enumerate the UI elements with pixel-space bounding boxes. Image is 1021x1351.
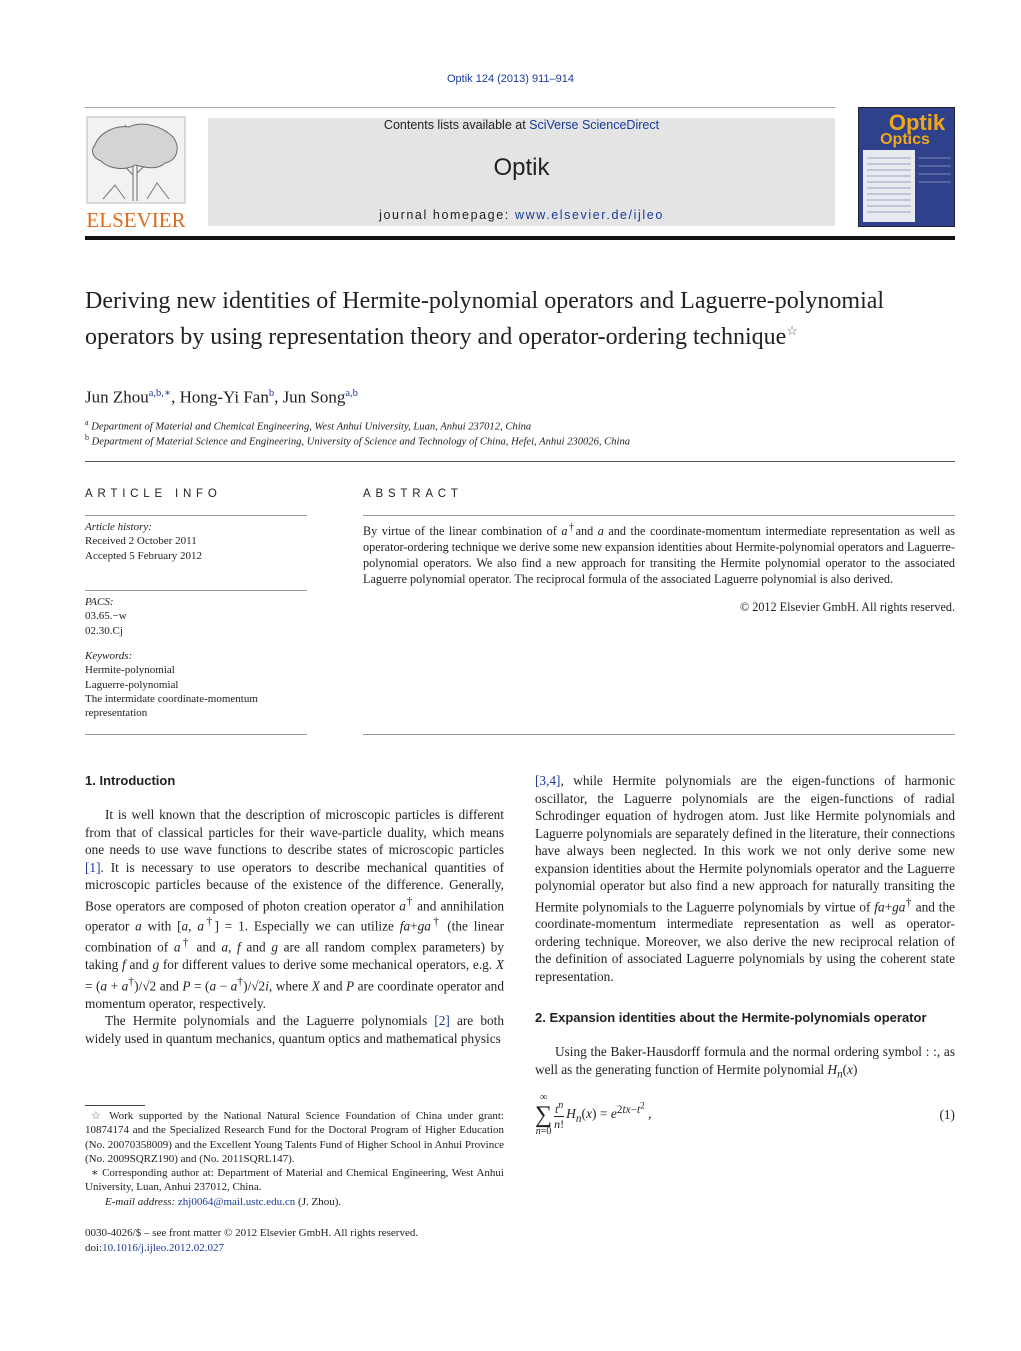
equation-1-number: (1) [939, 1107, 955, 1123]
journal-name: Optik [493, 154, 550, 181]
funding-text: Work supported by the National Natural Science Foundation of China under grant: 10874174 and the Specialized Research Fund for the Doctoral Program of Higher Education (No. 20070358009) and the Excellent Young Talents Fund of Higher School in Anhui Province (No. 2009SQRZ190) and (No. 2011SQRL147). [85, 1110, 504, 1165]
funding-footnote [85, 1109, 504, 1166]
author-separator: , [171, 387, 180, 407]
affiliation-a [85, 418, 531, 433]
cover-image-icon [859, 108, 955, 227]
article-title [85, 287, 955, 352]
intro-text: It is well known that the description of microscopic particles is different from that of classical particles for their wave-particle duality, which means one needs to use wave functions to describe states of microscopic particles [85, 807, 504, 857]
article-info-heading: ARTICLE INFO [85, 488, 222, 500]
cover-title: Optik [888, 110, 946, 135]
contents-line [208, 118, 835, 132]
received-date: Received 2 October 2011 [85, 535, 197, 548]
equation-1-body: ∞ ∑ n=0 $\frac{t^n}{n!}$ $H_n(x) = e^{2tx-t^2}$ , [535, 1092, 652, 1138]
doi-prefix: doi: [85, 1241, 103, 1254]
intro-text: . It is necessary to use operators to describe mechanical quantities of microscopic particles because of the existence of the difference. Generally, Bose operators are composed of photon creation operator [85, 859, 504, 913]
homepage-prefix: journal homepage: [379, 208, 515, 222]
article-title-text: Deriving new identities of Hermite-polynomial operators and Laguerre-polynomial operators by using representation theory and operator-ordering technique [85, 288, 885, 350]
sciencedirect-link[interactable]: SciVerse ScienceDirect [529, 118, 660, 132]
affiliation-text: Department of Material Science and Engineering, University of Science and Technology of China, Hefei, Anhui 230026, China [91, 436, 631, 448]
journal-citation[interactable]: Optik 124 (2013) 911–914 [447, 73, 574, 85]
keywords [85, 649, 307, 720]
affiliation-b [85, 433, 630, 448]
section-2-heading: 2. Expansion identities about the Hermite-polynomials operator [535, 1010, 927, 1026]
homepage-link[interactable]: www.elsevier.de/ijleo [514, 208, 664, 222]
affiliation-mark: a [85, 418, 89, 427]
intro-text: The Hermite polynomials and the Laguerre polynomials [105, 1013, 435, 1029]
article-history [85, 520, 202, 563]
keyword: Hermite-polynomial [85, 664, 175, 677]
intro-text: are both widely used in quantum mechanics, quantum optics and mathematical physics [85, 1013, 504, 1046]
pacs-code: 02.30.Cj [85, 624, 123, 637]
section-2-text: Using the Baker-Hausdorff formula and the normal ordering symbol : :, as well as the generating function of Hermite polynomial [535, 1044, 955, 1077]
abstract-text: By virtue of the linear combination of a†and a and the coordinate-momentum intermediate representation as well as operator-ordering technique we derive some new expansion identities about Hermite-polynomial operators and Laguerre-polynomial operators. We also find a new approach for transiting the Hermite polynomial operator to the associated Laguerre polynomial operator. The reciprocal formula of the associated Laguerre polynomial is also derived. [363, 522, 955, 587]
pacs-label: PACS: [85, 596, 114, 608]
author-list [85, 387, 358, 408]
doi-line [85, 1241, 504, 1256]
pacs-code: 03.65.−w [85, 610, 127, 623]
email-label: E-mail address: [105, 1195, 176, 1208]
intro-text: with [141, 918, 178, 934]
intro-text: are all random complex parameters) by taking [85, 939, 505, 973]
intro-text: and [156, 978, 183, 994]
intro-text: are coordinate operator and momentum operator, respectively. [85, 978, 504, 1011]
intro-text: and the coordinate-momentum intermediate representation as well as operator-ordering technique. Moreover, we also derive the new reciprocal relation of the definition of associated Laguerre polynomials by using the coherent state representation. [535, 898, 955, 984]
ref-link[interactable]: [3,4] [535, 773, 561, 788]
elsevier-logo [85, 115, 187, 233]
masthead-top-rule [85, 107, 835, 108]
author-affiliation-mark[interactable]: b [268, 388, 275, 399]
abstract-part: By virtue of the linear combination of [363, 524, 562, 539]
email-suffix: (J. Zhou). [295, 1195, 342, 1208]
author-affiliation-mark[interactable]: a,b [345, 388, 358, 399]
journal-cover[interactable] [858, 107, 955, 227]
footnotes [85, 1109, 504, 1209]
intro-text: , while Hermite polynomials are the eigen-functions of harmonic oscillator, the Laguerre polynomials are the eigen-functions of radial Schrodinger equation of hydrogen atom. Just like Hermite polynomials and Laguerre polynomials are separately defined in the literature, their connections have always been neglected. In this work we not only derive some new expansion identities about the Hermite polynomials operator and the Laguerre polynomial operator but also find a new approach for naturally transiting the Hermite polynomials to the Laguerre polynomials by virtue of [535, 773, 955, 914]
email-link[interactable]: zhj0064@mail.ustc.edu.cn [177, 1195, 296, 1208]
masthead-bottom-bar [85, 236, 955, 240]
equation-1 [535, 1092, 955, 1138]
issn-line: 0030-4026/$ – see front matter © 2012 Elsevier GmbH. All rights reserved. [85, 1227, 419, 1239]
body-column-left [85, 772, 504, 1047]
section-2-paragraph-1: Using the Baker-Hausdorff formula and the normal ordering symbol : :, as well as the generating function of Hermite polynomial $H_n(x)$ [535, 1044, 955, 1081]
affiliation-text: Department of Material and Chemical Engineering, West Anhui University, Luan, Anhui 237012, China [91, 421, 532, 433]
abstract-copyright: © 2012 Elsevier GmbH. All rights reserved. [739, 600, 955, 614]
abstract-rule [363, 734, 955, 735]
email-footnote [85, 1195, 504, 1209]
title-footnote-mark[interactable]: ☆ [786, 323, 798, 338]
affiliation-mark: b [85, 433, 89, 442]
intro-text: = 1. Especially we can utilize [218, 918, 400, 934]
intro-paragraph-1: It is well known that the description of microscopic particles is different from that of classical particles for their wave-particle duality, which means one needs to use wave functions to describe states of microscopic particles [1]. It is necessary to use operators to describe mechanical quantities of microscopic particles because of the existence of the difference. Generally, Bose operators are composed of photon creation operator a† and annihilation operator a with [a, a†] = 1. Especially we can utilize fa+ga† (the linear combination of a† and a, f and g are all random complex parameters) by taking f and g for different values to derive some mechanical operators, e.g. X = (a + a†)/√2 and P = (a − a†)/√2i, where X and P are coordinate operator and momentum operator, respectively. [85, 807, 505, 1011]
doi-link[interactable]: 10.1016/j.ijleo.2012.02.027 [102, 1241, 225, 1254]
corresponding-footnote: ∗ Corresponding author at: Department of Material and Chemical Engineering, West Anhui University, Luan, Anhui 237012, China. [85, 1167, 504, 1194]
footnote-star-mark: ☆ [91, 1110, 104, 1122]
keywords-label: Keywords: [85, 650, 133, 662]
ref-link[interactable]: [2] [434, 1013, 450, 1029]
intro-text: and annihilation operator [85, 897, 504, 934]
elsevier-tree-icon [85, 115, 187, 233]
ref-link[interactable]: [1] [85, 859, 101, 875]
author-separator: , [274, 387, 283, 407]
abstract-heading: ABSTRACT [363, 488, 463, 500]
footnote-rule [85, 1105, 145, 1106]
cover-subtitle: Optics [880, 131, 930, 148]
accepted-date: Accepted 5 February 2012 [85, 549, 202, 562]
body-column-right [535, 772, 955, 1138]
header-separator [85, 461, 955, 462]
author-name[interactable]: Hong-Yi Fan [179, 387, 269, 407]
author-name[interactable]: Jun Song [282, 387, 346, 407]
abstract-part: and [575, 524, 598, 539]
pacs-codes [85, 595, 127, 638]
history-label: Article history: [85, 521, 152, 533]
intro-text: , where [268, 978, 312, 994]
intro-paragraph-2 [85, 1012, 504, 1047]
keyword: Laguerre-polynomial [85, 678, 179, 691]
intro-text: for different values to derive some mechanical operators, e.g. [159, 957, 496, 973]
author-name[interactable]: Jun Zhou [85, 387, 149, 407]
intro-text: (the linear combination of [85, 918, 505, 955]
contents-prefix: Contents lists available at [383, 118, 530, 132]
intro-paragraph-2-continued: [3,4], while Hermite polynomials are the eigen-functions of harmonic oscillator, the Laguerre polynomials are the eigen-functions of radial Schrodinger equation of hydrogen atom. Just like Hermite polynomials and Laguerre polynomials are separately defined in the literature, their connections have always been neglected. In this work we not only derive some new expansion identities about the Hermite polynomials operator and the Laguerre polynomial operator but also find a new approach for naturally transiting the Hermite polynomials to the Laguerre polynomials by virtue of fa+ga† and the coordinate-momentum intermediate representation as well as operator-ordering technique. Moreover, we also derive the new reciprocal relation of the definition of associated Laguerre polynomials by using the coherent state representation. [535, 773, 955, 984]
abstract-part: and the coordinate-momentum intermediate representation as well as operator-ordering technique we derive some new expansion identities about Hermite-polynomial operators and Laguerre-polynomial operators. We also find a new approach for transiting the Hermite polynomial operator to the associated Laguerre polynomial operator. The reciprocal formula of the associated Laguerre polynomial is also derived. [363, 524, 955, 587]
homepage-line [208, 208, 835, 222]
corresponding-text: Corresponding author at: Department of Material and Chemical Engineering, West Anhui University, Luan, Anhui 237012, China. [85, 1167, 504, 1194]
elsevier-wordmark: ELSEVIER [86, 208, 186, 232]
article-info-rule [85, 515, 307, 516]
article-info-rule [85, 734, 307, 735]
front-matter [85, 1226, 504, 1255]
article-info-rule [85, 590, 307, 591]
section-1-heading: 1. Introduction [85, 773, 176, 788]
keyword: The intermidate coordinate-momentum representation [85, 692, 258, 720]
author-affiliation-mark[interactable]: a,b,∗ [148, 388, 172, 399]
abstract-rule [363, 515, 955, 516]
